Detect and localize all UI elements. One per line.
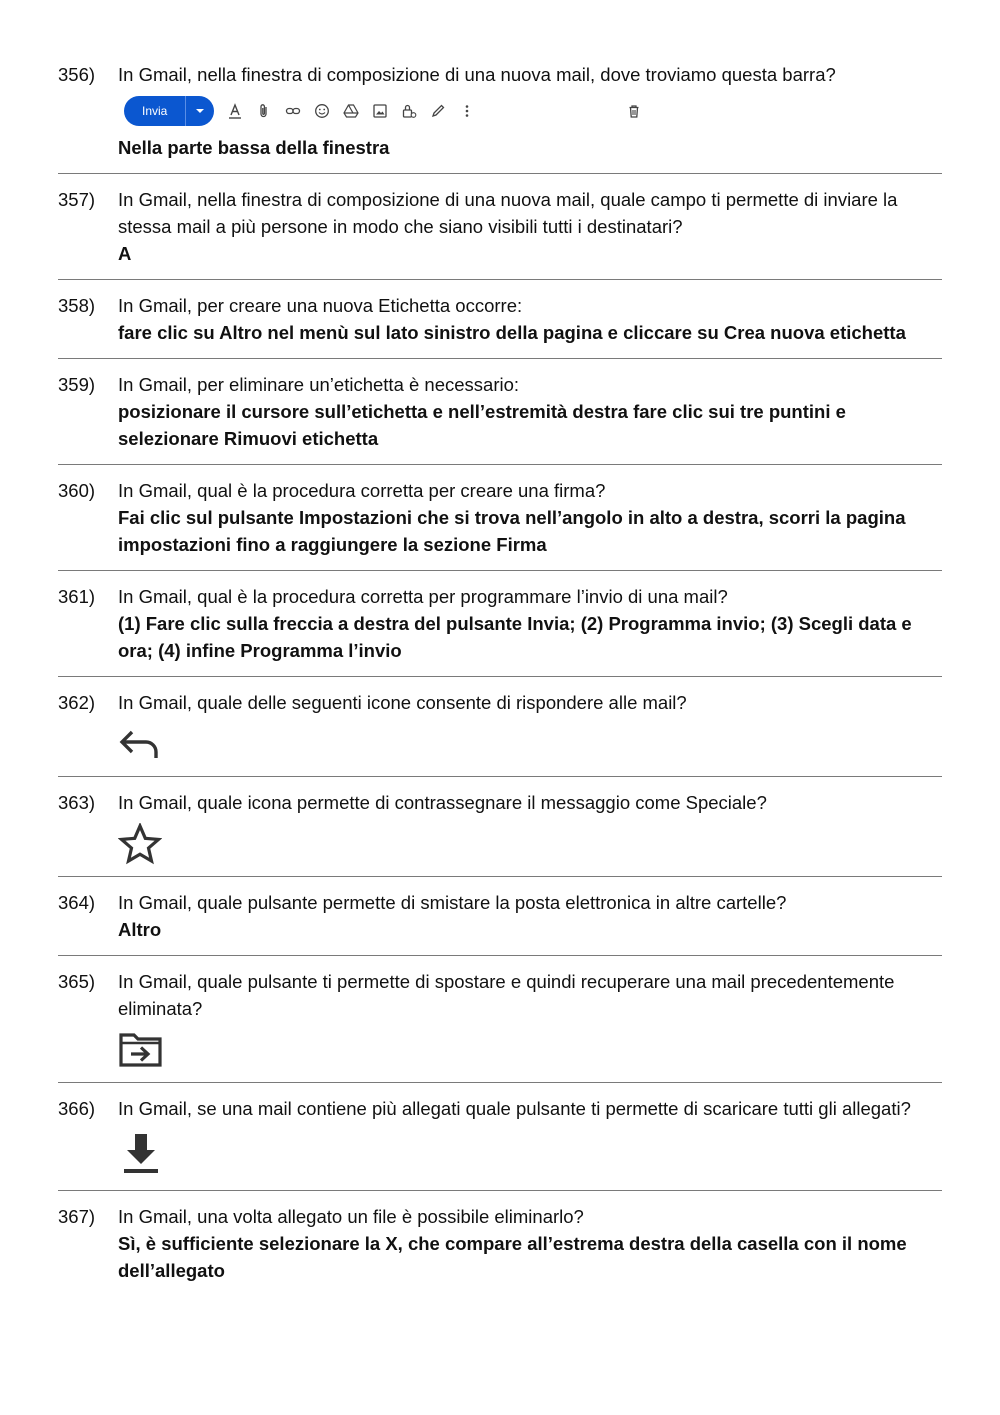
send-button[interactable]: [124, 96, 214, 126]
question-364: [58, 885, 942, 956]
question-number: 359): [58, 374, 96, 395]
move-to-folder-icon: [118, 1032, 164, 1068]
question-text: In Gmail, nella finestra di composizione di una nuova mail, dove troviamo questa barra?: [118, 64, 836, 85]
question-number: 357): [58, 189, 96, 210]
question-362: [58, 685, 942, 777]
star-icon: [118, 823, 162, 865]
question-358: [58, 288, 942, 359]
question-text: In Gmail, quale delle seguenti icone consente di rispondere alle mail?: [118, 692, 687, 713]
confidential-lock-icon[interactable]: [401, 103, 417, 119]
attach-icon[interactable]: [256, 103, 272, 119]
question-363: [58, 785, 942, 877]
answer-text: Sì, è sufficiente selezionare la X, che compare all’estrema destra della casella con il nome dell’allegato: [118, 1233, 907, 1281]
question-357: [58, 182, 942, 280]
answer-text: Altro: [118, 919, 162, 940]
question-text: In Gmail, nella finestra di composizione di una nuova mail, quale campo ti permette di inviare la stessa mail a più persone in modo che siano visibili tutti i destinatari?: [118, 189, 898, 237]
image-icon[interactable]: [372, 103, 388, 119]
question-text: In Gmail, per creare una nuova Etichetta occorre:: [118, 295, 523, 316]
question-360: [58, 473, 942, 571]
emoji-icon[interactable]: [314, 103, 330, 119]
trash-icon[interactable]: [626, 103, 642, 119]
dropdown-arrow-icon[interactable]: [185, 96, 214, 126]
question-text: In Gmail, una volta allegato un file è possibile eliminarlo?: [118, 1206, 584, 1227]
question-number: 365): [58, 971, 96, 992]
question-number: 367): [58, 1206, 96, 1227]
question-number: 364): [58, 892, 96, 913]
reply-icon: [118, 726, 162, 762]
question-366: [58, 1091, 942, 1191]
answer-text: posizionare il cursore sull’etichetta e nell’estremità destra fare clic sui tre puntini e selezionare Rimuovi etichetta: [118, 401, 846, 449]
question-text: In Gmail, per eliminare un’etichetta è necessario:: [118, 374, 520, 395]
question-number: 358): [58, 295, 96, 316]
question-text: In Gmail, se una mail contiene più allegati quale pulsante ti permette di scaricare tutti gli allegati?: [118, 1098, 911, 1119]
question-text: In Gmail, quale pulsante permette di smistare la posta elettronica in altre cartelle?: [118, 892, 787, 913]
send-button-label: Invia: [142, 104, 168, 118]
question-number: 356): [58, 64, 96, 85]
more-options-icon[interactable]: [459, 103, 475, 119]
question-356: [58, 57, 942, 174]
question-text: In Gmail, quale pulsante ti permette di spostare e quindi recuperare una mail precedentemente eliminata?: [118, 971, 895, 1019]
drive-icon[interactable]: [343, 103, 359, 119]
question-367: [58, 1199, 942, 1296]
question-number: 360): [58, 480, 96, 501]
question-text: In Gmail, quale icona permette di contrassegnare il messaggio come Speciale?: [118, 792, 767, 813]
compose-toolbar: [124, 94, 942, 128]
question-number: 362): [58, 692, 96, 713]
question-number: 363): [58, 792, 96, 813]
answer-text: Fai clic sul pulsante Impostazioni che si trova nell’angolo in alto a destra, scorri la pagina impostazioni fino a raggiungere la sezione Firma: [118, 507, 906, 555]
link-icon[interactable]: [285, 103, 301, 119]
text-format-icon[interactable]: [227, 103, 243, 119]
question-361: [58, 579, 942, 677]
question-365: [58, 964, 942, 1083]
question-number: 366): [58, 1098, 96, 1119]
download-icon: [118, 1132, 164, 1176]
answer-text: A: [118, 243, 132, 264]
question-text: In Gmail, qual è la procedura corretta per programmare l’invio di una mail?: [118, 586, 728, 607]
question-list: [58, 57, 942, 1304]
question-359: [58, 367, 942, 465]
question-number: 361): [58, 586, 96, 607]
question-text: In Gmail, qual è la procedura corretta per creare una firma?: [118, 480, 606, 501]
signature-pen-icon[interactable]: [430, 103, 446, 119]
answer-text: (1) Fare clic sulla freccia a destra del pulsante Invia; (2) Programma invio; (3) Scegli data e ora; (4) infine Programma l’invio: [118, 613, 912, 661]
answer-text: fare clic su Altro nel menù sul lato sinistro della pagina e cliccare su Crea nuova etichetta: [118, 322, 906, 343]
answer-text: Nella parte bassa della finestra: [118, 137, 390, 158]
